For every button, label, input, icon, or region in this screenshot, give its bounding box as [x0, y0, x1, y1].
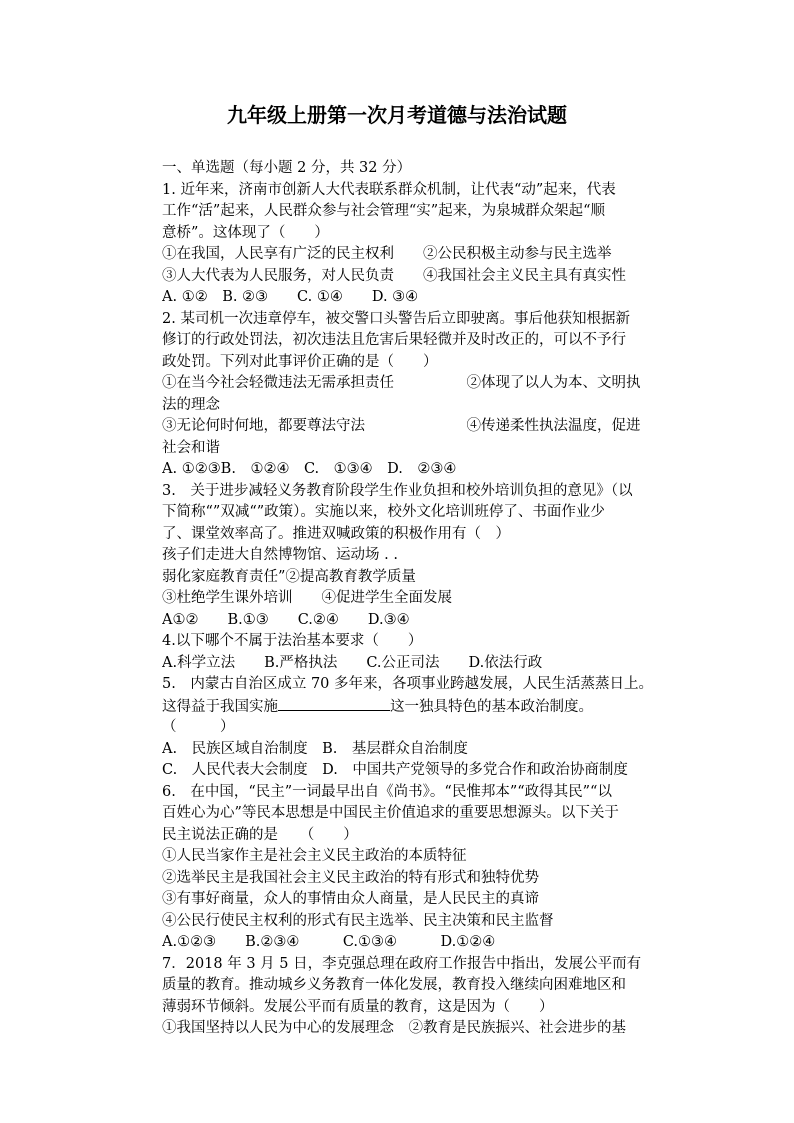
question-3-line: 3. 关于进步减轻义务教育阶段学生作业负担和校外培训负担的意见》（以: [162, 482, 633, 499]
question-3-line: 了、课堂效率高了。推进双喊政策的积极作用有（ ）: [162, 525, 510, 542]
question-1-options: ③人大代表为人民服务，对人民负责 ④我国社会主义民主具有真实性: [162, 267, 626, 284]
exam-body: [162, 158, 682, 1040]
question-2-options: ①在当今社会轻微违法无需承担责任 ②体现了以人为本、文明执: [162, 375, 641, 391]
question-1-line: 1. 近年来，济南市创新人大代表联系群众机制，让代表“动”起来，代表: [162, 181, 616, 198]
question-4-line: 4.以下哪个不属于法治基本要求（ ）: [162, 633, 423, 649]
question-6-options: ①人民当家作主是社会主义民主政治的本质特征: [162, 848, 467, 864]
exam-title: 九年级上册第一次月考道德与法治试题: [227, 103, 567, 127]
question-5-text-after: 这一独具特色的基本政治制度。: [390, 698, 593, 715]
question-6-options: ②选举民主是我国社会主义民主政治的特有形式和独特优势: [162, 869, 539, 886]
question-5-line: 5. 内蒙古自治区成立 70 多年来，各项事业跨越发展，人民生活蒸蒸日上。: [162, 676, 654, 692]
section-heading: 一、单选题（每小题 2 分，共 32 分）: [162, 160, 412, 176]
question-7-line: 薄弱环节倾斜。发展公平而有质量的教育，这是因为（ ）: [162, 998, 554, 1015]
question-6-options: ③有事好商量，众人的事情由众人商量，是人民民主的真谛: [162, 891, 539, 907]
question-4-choices: A.科学立法 B.严格执法 C.公正司法 D.依法行政: [162, 654, 543, 671]
question-3-options: 弱化家庭教育责任”②提高教育教学质量: [162, 568, 416, 585]
question-5-text-before: 这得益于我国实施: [162, 698, 278, 715]
question-1-line: 意桥”。这体现了（ ）: [162, 224, 329, 241]
question-5-bracket: （ ）: [162, 719, 235, 735]
question-6-choices: A.①②③ B.②③④ C.①③④ D.①②④: [162, 934, 496, 950]
fill-in-blank: [278, 696, 390, 711]
question-7-options: ①我国坚持以人民为中心的发展理念 ②教育是民族振兴、社会进步的基: [162, 1020, 626, 1036]
question-1-line: 工作“活”起来，人民群众参与社会管理“实”起来，为泉城群众架起“顺: [162, 203, 606, 219]
question-3-choices: A①② B.①③ C.②④ D.③④: [162, 611, 410, 628]
question-1-options: ①在我国，人民享有广泛的民主权利 ②公民积极主动参与民主选举: [162, 246, 612, 262]
question-3-options: 孩子们走进大自然博物馆、运动场 . .: [162, 547, 398, 563]
question-5-choices: C. 人民代表大会制度 D. 中国共产党领导的多党合作和政治协商制度: [162, 762, 628, 778]
question-2-choices: A. ①②③B. ①②④ C. ①③④ D. ②③④: [162, 461, 457, 477]
question-1-choices: A. ①② B. ②③ C. ①④ D. ③④: [162, 289, 419, 305]
question-2-line: 2. 某司机一次违章停车，被交警口头警告后立即驶离。事后他获知根据新: [162, 310, 630, 327]
question-7-line: 质量的教育。推动城乡义务教育一体化发展，教育投入继续向困难地区和: [162, 977, 626, 993]
question-7-line: 7．2018 年 3 月 5 日，李克强总理在政府工作报告中指出，发展公平而有: [162, 955, 642, 972]
question-2-options: 法的理念: [162, 396, 220, 413]
question-6-line: 民主说法正确的是 （ ）: [162, 826, 358, 843]
question-2-line: 修订的行政处罚法，初次违法且危害后果轻微并及时改正的，可以不予行: [162, 332, 626, 348]
question-3-options: ③杜绝学生课外培训 ④促进学生全面发展: [162, 590, 452, 606]
question-3-line: 下简称“”双减“”政策）。实施以来，校外文化培训班停了、书面作业少: [162, 504, 605, 520]
question-2-options: ③无论何时何地，都要尊法守法 ④传递柔性执法温度，促进: [162, 418, 641, 434]
question-5-choices: A. 民族区域自治制度 B. 基层群众自治制度: [162, 740, 468, 757]
question-2-options: 社会和谐: [162, 439, 220, 456]
question-6-line: 6. 在中国，“民主”一词最早出自《尚书》。“民惟邦本”“政得其民”“以: [162, 783, 612, 800]
question-6-options: ④公民行使民主权利的形式有民主选举、民主决策和民主监督: [162, 912, 554, 929]
question-2-line: 政处罚。下列对此事评价正确的是（ ）: [162, 353, 438, 370]
question-5-line: [162, 696, 682, 718]
question-6-line: 百姓心为心”等民本思想是中国民主价值追求的重要思想源头。以下关于: [162, 805, 619, 821]
